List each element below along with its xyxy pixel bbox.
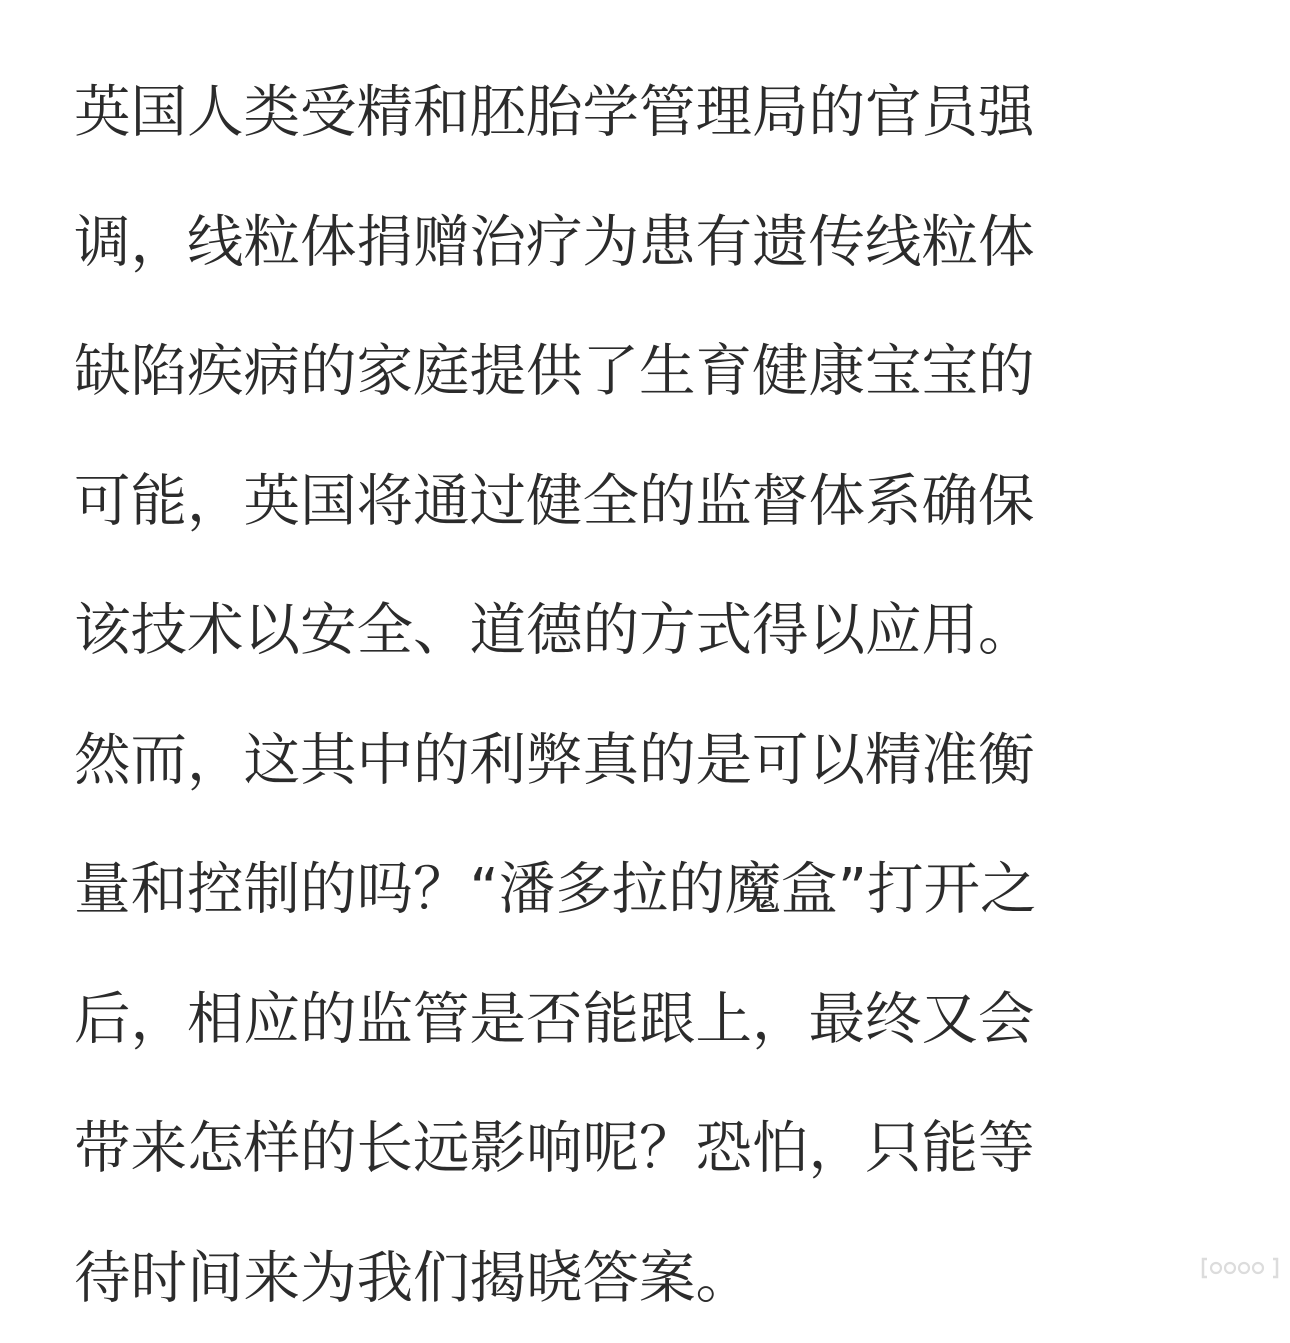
text-line: 量和控制的吗？“潘多拉的魔盒”打开之 [74,825,1234,955]
text-line: 带来怎样的长远影响呢？恐怕，只能等 [74,1084,1234,1214]
text-line: 后，相应的监管是否能跟上，最终又会 [74,955,1234,1085]
text-line: 该技术以安全、道德的方式得以应用。 [74,566,1234,696]
watermark-glyph [1200,1256,1280,1280]
text-line: 英国人类受精和胚胎学管理局的官员强 [74,48,1234,178]
text-line: 待时间来为我们揭晓答案。 [74,1214,1234,1343]
text-line: 调，线粒体捐赠治疗为患有遗传线粒体 [74,178,1234,308]
paragraph-1 [74,48,1234,696]
bracket-dots-watermark-icon [1200,1256,1280,1280]
text-line: 缺陷疾病的家庭提供了生育健康宝宝的 [74,307,1234,437]
text-line: 可能，英国将通过健全的监督体系确保 [74,437,1234,567]
text-line: 然而，这其中的利弊真的是可以精准衡 [74,696,1234,826]
article-body [74,48,1234,1343]
paragraph-2 [74,696,1234,1343]
